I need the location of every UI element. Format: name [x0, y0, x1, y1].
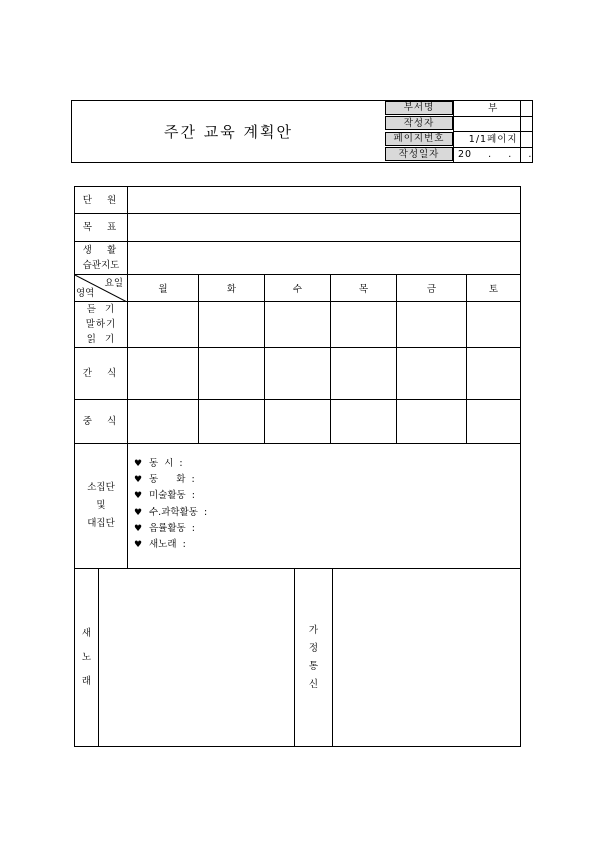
snack-tue-cell[interactable] [199, 348, 265, 399]
listening-label: 듣 기 [86, 304, 116, 315]
activity-story [134, 472, 520, 488]
home-note-char: 신 [308, 678, 319, 690]
home-note-char: 가 [308, 624, 319, 636]
activity-new-song [134, 537, 520, 553]
activity-poem [134, 456, 520, 472]
lunch-row [75, 400, 520, 443]
unit-field[interactable] [128, 187, 520, 213]
habits-row [75, 242, 520, 274]
day-wednesday: 수 [265, 275, 331, 301]
group-label-and: 및 [96, 500, 106, 511]
new-song-field[interactable] [99, 569, 295, 746]
group-label-large: 대집단 [87, 518, 115, 529]
day-thursday: 목 [331, 275, 397, 301]
overview-section [75, 187, 520, 275]
language-thu-cell[interactable] [331, 302, 397, 347]
snack-wed-cell[interactable] [265, 348, 331, 399]
reading-label: 읽 기 [86, 334, 116, 345]
habits-label-line2: 습관지도 [82, 260, 120, 271]
day-tuesday: 화 [199, 275, 265, 301]
goal-label: 목 표 [75, 214, 128, 241]
activity-label: 음률활동 : [149, 522, 195, 534]
department-value[interactable]: 부 [454, 101, 533, 117]
activity-art [134, 488, 520, 504]
language-row [75, 302, 520, 348]
language-sat-cell[interactable] [467, 302, 520, 347]
info-row-page [385, 132, 533, 148]
snack-row [75, 348, 520, 400]
bottom-section [75, 569, 520, 746]
lunch-thu-cell[interactable] [331, 400, 397, 443]
area-corner-label: 영역 [76, 288, 95, 299]
lunch-mon-cell[interactable] [128, 400, 199, 443]
goal-field[interactable] [128, 214, 520, 241]
group-label-small: 소집단 [87, 482, 115, 493]
author-label: 작성자 [385, 116, 453, 130]
lunch-tue-cell[interactable] [199, 400, 265, 443]
language-label [75, 302, 128, 347]
activity-music [134, 521, 520, 537]
snack-sat-cell[interactable] [467, 348, 520, 399]
group-activity-section [75, 444, 520, 569]
info-row-author [385, 116, 533, 132]
header-info-table [385, 100, 533, 163]
department-label: 부서명 [385, 101, 453, 115]
speaking-label: 말하기 [85, 319, 117, 330]
lunch-sat-cell[interactable] [467, 400, 520, 443]
day-area-corner [75, 275, 128, 301]
day-corner-label: 요일 [104, 278, 123, 289]
new-song-char: 새 [81, 627, 92, 639]
heart-icon: ♥ [134, 523, 143, 534]
heart-icon: ♥ [134, 491, 143, 502]
habits-label-line1: 생 활 [82, 245, 120, 256]
activity-label: 동 화 : [149, 474, 195, 486]
snack-label: 간 식 [75, 348, 128, 399]
snack-fri-cell[interactable] [397, 348, 467, 399]
unit-label: 단 원 [75, 187, 128, 213]
document-header [71, 100, 533, 163]
weekly-grid-section [75, 275, 520, 444]
home-note-char: 통 [308, 660, 319, 672]
page-number-value: 1/1페이지 [454, 132, 533, 148]
date-value[interactable]: 20 . . . [454, 147, 533, 163]
info-row-department [385, 101, 533, 117]
date-label: 작성일자 [385, 147, 453, 161]
home-note-label [295, 569, 333, 746]
group-label [75, 444, 128, 568]
language-wed-cell[interactable] [265, 302, 331, 347]
heart-icon: ♥ [134, 540, 143, 551]
lunch-fri-cell[interactable] [397, 400, 467, 443]
lunch-label: 중 식 [75, 400, 128, 443]
goal-row [75, 214, 520, 242]
home-note-char: 정 [308, 642, 319, 654]
unit-row [75, 187, 520, 214]
home-note-field[interactable] [333, 569, 520, 746]
weekly-plan-form [74, 186, 521, 747]
activity-label: 미술활동 : [149, 490, 195, 502]
activity-label: 새노래 : [149, 539, 186, 551]
new-song-char: 노 [81, 651, 92, 663]
heart-icon: ♥ [134, 475, 143, 486]
new-song-char: 래 [81, 675, 92, 687]
activity-list[interactable] [128, 444, 520, 568]
snack-thu-cell[interactable] [331, 348, 397, 399]
activity-label: 동 시 : [149, 458, 183, 469]
heart-icon: ♥ [134, 507, 143, 518]
habits-field[interactable] [128, 242, 520, 274]
day-header-row [75, 275, 520, 302]
author-value[interactable] [454, 116, 533, 132]
new-song-label [75, 569, 99, 746]
snack-mon-cell[interactable] [128, 348, 199, 399]
heart-icon: ♥ [134, 459, 143, 469]
page-title: 주간 교육 계획안 [164, 122, 293, 141]
day-monday: 월 [128, 275, 199, 301]
habits-label [75, 242, 128, 274]
activity-label: 수.과학활동 : [149, 506, 208, 518]
language-mon-cell[interactable] [128, 302, 199, 347]
day-friday: 금 [397, 275, 467, 301]
day-saturday: 토 [488, 284, 499, 295]
language-fri-cell[interactable] [397, 302, 467, 347]
lunch-wed-cell[interactable] [265, 400, 331, 443]
page-number-label: 페이지번호 [385, 132, 453, 146]
language-tue-cell[interactable] [199, 302, 265, 347]
info-row-date [385, 147, 533, 163]
activity-science [134, 505, 520, 521]
